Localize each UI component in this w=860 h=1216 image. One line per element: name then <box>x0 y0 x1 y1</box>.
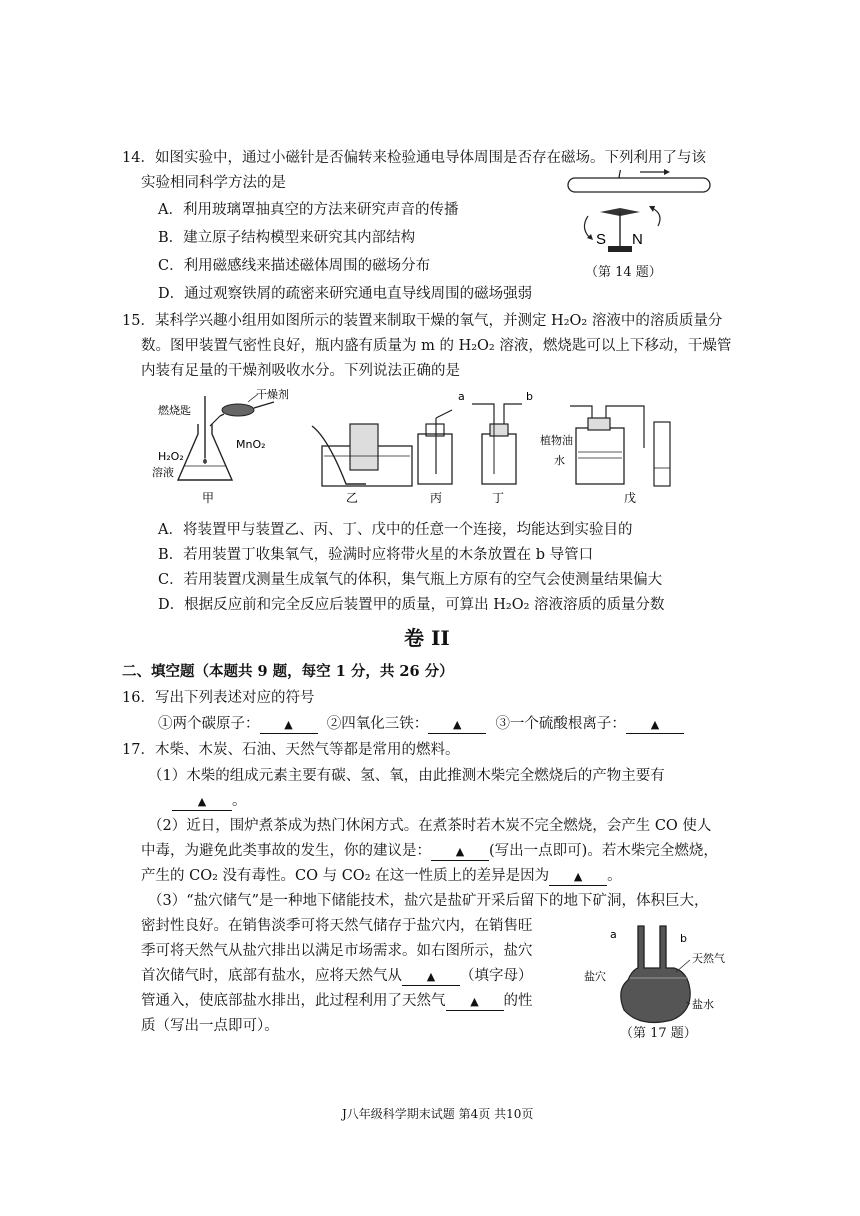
q17-fig-b: b <box>680 932 687 945</box>
q15-spoon-label: 燃烧匙 <box>158 404 191 417</box>
q17-s2-line1: （2）近日，围炉煮茶成为热门休闲方式。在煮茶时若木炭不完全燃烧，会产生 CO 使人 <box>148 818 712 834</box>
q17-s3-e: （填字母） <box>460 968 533 984</box>
q15-option-c: C．若用装置戊测量生成氧气的体积，集气瓶上方原有的空气会使测量结果偏大 <box>158 572 663 588</box>
q17-s3-f: 管通入，使底部盐水排出，此过程利用了天然气 <box>141 993 446 1009</box>
q15-water-label: 水 <box>554 454 565 467</box>
q15-mno2-label: MnO₂ <box>236 438 266 451</box>
q15-h2o2-label: H₂O₂ <box>158 450 184 463</box>
q17-s3-line2: 密封性良好。在销售淡季可将天然气储存于盐穴内，在销售旺 <box>141 918 533 934</box>
q17-s3-line3: 季可将天然气从盐穴排出以满足市场需求。如右图所示，盐穴 <box>141 943 533 959</box>
q17-fig-a: a <box>610 928 617 941</box>
q17-s1-line1: （1）木柴的组成元素主要有碳、氢、氧，由此推测木柴完全燃烧后的产物主要有 <box>148 768 665 784</box>
q17-blank-4[interactable]: ▲ <box>402 969 460 986</box>
q15-ding-label: 丁 <box>492 491 505 505</box>
q16-p2: ②四氧化三铁： <box>326 716 429 732</box>
q17-fig-gas: 天然气 <box>692 952 725 965</box>
q15-stem-line2: 数。图甲装置气密性良好，瓶内盛有质量为 m 的 H₂O₂ 溶液，燃烧匙可以上下移动，干燥管 <box>141 338 732 354</box>
q17-blank-5[interactable]: ▲ <box>446 994 504 1011</box>
q14-stem-line2: 实验相同科学方法的是 <box>141 175 286 191</box>
q17-s3-line5 <box>141 991 533 1011</box>
q14-caption: （第 14 题） <box>585 265 662 280</box>
q17-s2-e: 。 <box>607 868 622 884</box>
q15-jia-label: 甲 <box>202 491 215 505</box>
q15-stem-line3: 内装有足量的干燥剂吸收水分。下列说法正确的是 <box>141 363 460 379</box>
q17-s2-c: (写出一点即可)。若木柴完全燃烧， <box>489 843 718 859</box>
q16-stem: 16．写出下列表述对应的符号 <box>122 690 315 706</box>
q17-s3-line6: 质（写出一点即可）。 <box>141 1018 279 1034</box>
q15-b-label: b <box>526 390 533 403</box>
q16-p3: ③一个硫酸根离子： <box>495 716 626 732</box>
q17-s3-line4 <box>141 966 533 986</box>
q17-s2-line3 <box>141 866 622 886</box>
q17-blank-1[interactable]: ▲ <box>172 794 232 811</box>
q15-option-b: B．若用装置丁收集氧气，验满时应将带火星的木条放置在 b 导管口 <box>158 547 594 563</box>
page-footer: J八年级科学期末试题 第4页 共10页 <box>342 1107 534 1121</box>
q15-stem-line1: 15．某科学兴趣小组用如图所示的装置来制取干燥的氧气，并测定 H₂O₂ 溶液中的溶质质量分 <box>122 313 723 329</box>
q16-blank-2[interactable]: ▲ <box>428 717 486 734</box>
q16-answers <box>158 714 684 734</box>
q16-blank-3[interactable]: ▲ <box>626 717 684 734</box>
q15-bing-label: 丙 <box>430 491 443 505</box>
q17-blank-2[interactable]: ▲ <box>431 844 489 861</box>
q17-s2-d: 产生的 CO₂ 没有毒性。CO 与 CO₂ 在这一性质上的差异是因为 <box>141 868 550 884</box>
q16-p1: ①两个碳原子： <box>158 716 260 732</box>
q17-salt-cavern-figure <box>580 920 750 1030</box>
q15-option-a: A．将装置甲与装置乙、丙、丁、戊中的任意一个连接，均能达到实验目的 <box>158 522 633 538</box>
q17-fig-cave: 盐穴 <box>584 970 606 983</box>
q15-solution-label: 溶液 <box>152 466 174 479</box>
q17-s3-line1: （3）“盐穴储气”是一种地下储能技术，盐穴是盐矿开采后留下的地下矿洞，体积巨大， <box>148 893 709 909</box>
q17-s2-line2 <box>141 841 718 861</box>
q14-s-label: S <box>596 231 607 248</box>
q15-option-d: D．根据反应前和完全反应后装置甲的质量，可算出 H₂O₂ 溶液溶质的质量分数 <box>158 597 665 613</box>
section2-heading: 二、填空题（本题共 9 题，每空 1 分，共 26 分） <box>122 663 454 680</box>
q17-stem: 17．木柴、木炭、石油、天然气等都是常用的燃料。 <box>122 742 460 758</box>
q15-a-label: a <box>458 390 465 403</box>
q14-option-c: C．利用磁感线来描述磁体周围的磁场分布 <box>158 258 431 274</box>
q17-s1-line2 <box>172 791 247 811</box>
q17-fig-brine: 盐水 <box>692 998 714 1011</box>
q15-apparatus-figure <box>150 388 710 508</box>
q14-current-label: I <box>618 168 622 181</box>
q14-option-d: D．通过观察铁屑的疏密来研究通电直导线周围的磁场强弱 <box>158 286 533 302</box>
q15-dryer-label: 干燥剂 <box>256 388 289 401</box>
q14-stem-line1: 14．如图实验中，通过小磁针是否偏转来检验通电导体周围是否存在磁场。下列利用了与该 <box>122 150 706 166</box>
q17-s3-d: 首次储气时，底部有盐水，应将天然气从 <box>141 968 402 984</box>
q14-option-b: B．建立原子结构模型来研究其内部结构 <box>158 230 416 246</box>
q16-blank-1[interactable]: ▲ <box>260 717 318 734</box>
q17-blank-3[interactable]: ▲ <box>549 869 607 886</box>
q15-yi-label: 乙 <box>346 491 359 505</box>
q14-option-a: A．利用玻璃罩抽真空的方法来研究声音的传播 <box>158 202 459 218</box>
q17-s1-end: 。 <box>232 793 247 809</box>
q15-oil-label: 植物油 <box>540 434 573 447</box>
q17-s3-g: 的性 <box>503 993 533 1009</box>
section-title: 卷 II <box>404 626 450 650</box>
q17-caption: （第 17 题） <box>620 1026 697 1041</box>
q14-n-label: N <box>632 231 643 248</box>
q14-figure <box>560 168 720 268</box>
q17-s2-b: 中毒，为避免此类事故的发生，你的建议是： <box>141 843 431 859</box>
q15-wu-label: 戊 <box>624 491 637 505</box>
